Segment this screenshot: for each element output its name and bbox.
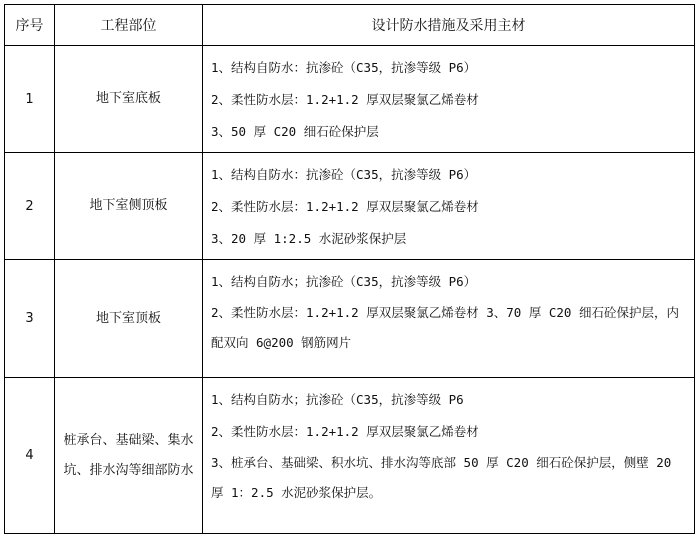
measure-line: 2、柔性防水层：1.2+1.2 厚双层聚氯乙烯卷材 — [211, 199, 479, 214]
row-part: 桩承台、基础梁、集水坑、排水沟等细部防水 — [55, 378, 203, 534]
table-row — [5, 46, 695, 153]
row-part: 地下室顶板 — [55, 260, 203, 378]
row-no: 2 — [5, 153, 55, 260]
table-row — [5, 153, 695, 260]
row-part: 地下室侧顶板 — [55, 153, 203, 260]
row-measures — [203, 46, 695, 153]
measure-line: 3、50 厚 C20 细石砼保护层 — [211, 124, 379, 139]
row-measures — [203, 153, 695, 260]
measure-line: 1、结构自防水：抗渗砼（C35，抗渗等级 P6） — [211, 167, 477, 182]
measure-line: 3、20 厚 1:2.5 水泥砂浆保护层 — [211, 231, 407, 246]
row-part: 地下室底板 — [55, 46, 203, 153]
table-row — [5, 378, 695, 534]
row-no: 1 — [5, 46, 55, 153]
header-no: 序号 — [5, 5, 55, 46]
measure-line: 2、柔性防水层：1.2+1.2 厚双层聚氯乙烯卷材 — [211, 92, 479, 107]
measure-line: 1、结构自防水；抗渗砼（C35，抗渗等级 P6 — [211, 392, 464, 407]
row-measures — [203, 260, 695, 378]
header-measures: 设计防水措施及采用主材 — [203, 5, 695, 46]
table-header-row — [5, 5, 695, 46]
measure-line: 1、结构自防水；抗渗砼（C35，抗渗等级 P6） — [211, 274, 477, 289]
measure-line: 2、柔性防水层：1.2+1.2 厚双层聚氯乙烯卷材 3、70 厚 C20 细石砼保护层，内配双向 6@200 钢筋网片 — [211, 305, 679, 350]
waterproofing-table — [4, 4, 695, 534]
measure-line: 3、桩承台、基础梁、积水坑、排水沟等底部 50 厚 C20 细石砼保护层，侧壁 20 厚 1：2.5 水泥砂浆保护层。 — [211, 455, 672, 500]
row-no: 3 — [5, 260, 55, 378]
measure-line: 1、结构自防水：抗渗砼（C35，抗渗等级 P6） — [211, 60, 477, 75]
measure-line: 2、柔性防水层：1.2+1.2 厚双层聚氯乙烯卷材 — [211, 424, 479, 439]
row-measures — [203, 378, 695, 534]
table-row — [5, 260, 695, 378]
header-part: 工程部位 — [55, 5, 203, 46]
row-no: 4 — [5, 378, 55, 534]
document-page — [4, 4, 694, 534]
